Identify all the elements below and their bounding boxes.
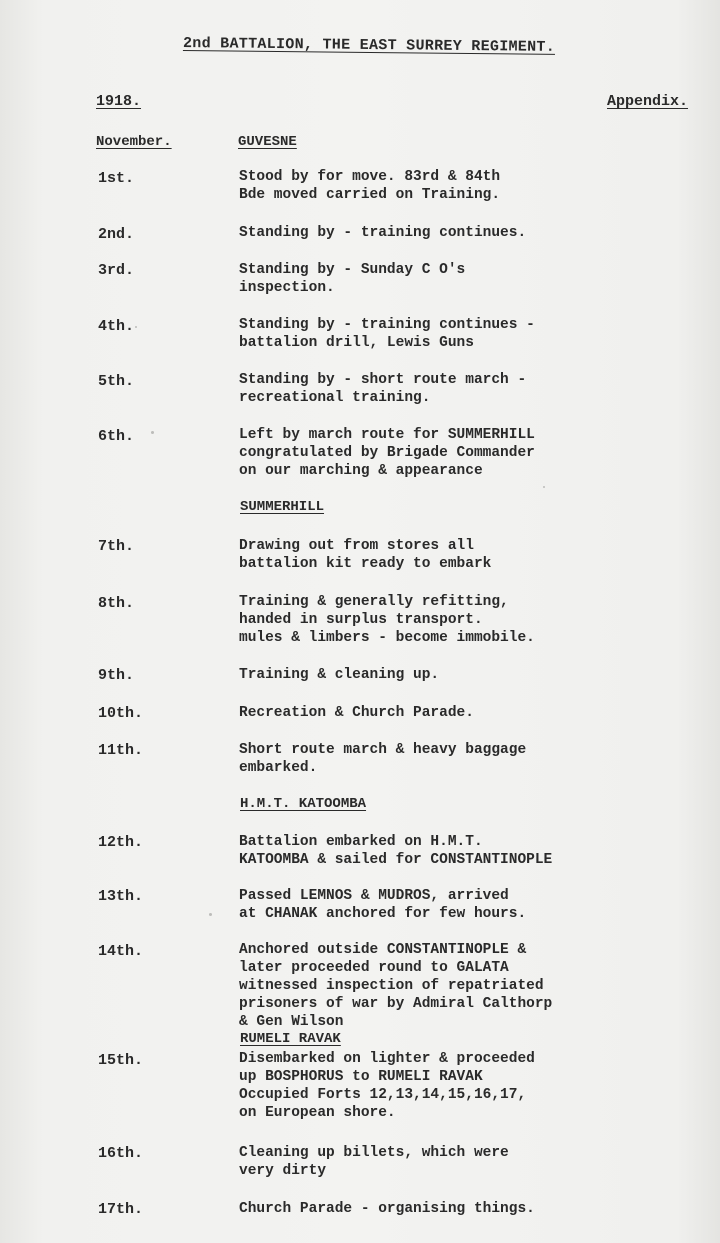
entry-text	[239, 1144, 659, 1180]
entry-line: very dirty	[239, 1163, 327, 1179]
entry-line: Recreation & Church Parade.	[239, 705, 474, 721]
entry-day: 5th.	[98, 373, 135, 390]
entry-line: at CHANAK anchored for few hours.	[239, 906, 527, 922]
entry-text	[239, 537, 659, 573]
entry-line: battalion kit ready to embark	[239, 556, 492, 572]
entry-line: congratulated by Brigade Commander	[239, 445, 535, 461]
paper-speck	[135, 326, 137, 328]
entry-text	[239, 741, 659, 777]
entry-day: 11th.	[98, 742, 144, 759]
entry-line: Cleaning up billets, which were	[239, 1145, 509, 1161]
location-rumeli-ravak: RUMELI RAVAK	[240, 1031, 341, 1047]
entry-line: Standing by - Sunday C O's	[239, 262, 466, 278]
entry-text	[239, 1200, 659, 1218]
entry-line: recreational training.	[239, 390, 431, 406]
entry-text	[239, 887, 659, 923]
entry-day: 4th.	[98, 318, 135, 335]
entry-day: 15th.	[98, 1052, 144, 1069]
entry-line: handed in surplus transport.	[239, 612, 483, 628]
entry-line: Standing by - training continues -	[239, 317, 535, 333]
appendix-label: Appendix.	[607, 93, 689, 110]
entry-day: 7th.	[98, 538, 135, 555]
entry-day: 16th.	[98, 1145, 144, 1162]
entry-line: inspection.	[239, 280, 335, 296]
entry-line: embarked.	[239, 760, 318, 776]
entry-text	[239, 426, 659, 480]
entry-line: on European shore.	[239, 1105, 396, 1121]
entry-line: up BOSPHORUS to RUMELI RAVAK	[239, 1069, 483, 1085]
paper-speck	[543, 486, 545, 488]
entry-text	[239, 593, 659, 647]
entry-line: Bde moved carried on Training.	[239, 187, 501, 203]
entry-line: Training & cleaning up.	[239, 667, 440, 683]
entry-line: Training & generally refitting,	[239, 594, 509, 610]
entry-text	[239, 704, 659, 722]
paper-speck	[151, 431, 154, 434]
entry-text	[239, 666, 659, 684]
entry-day: 6th.	[98, 428, 135, 445]
location-summerhill: SUMMERHILL	[240, 499, 325, 515]
entry-text	[239, 941, 659, 1031]
entry-day: 2nd.	[98, 226, 135, 243]
entry-text	[239, 316, 659, 352]
entry-day: 13th.	[98, 888, 144, 905]
entry-line: on our marching & appearance	[239, 463, 483, 479]
entry-line: mules & limbers - become immobile.	[239, 630, 535, 646]
document-heading: 2nd BATTALION, THE EAST SURREY REGIMENT.	[182, 35, 556, 56]
entry-line: Left by march route for SUMMERHILL	[239, 427, 535, 443]
location-katoomba: H.M.T. KATOOMBA	[240, 796, 367, 812]
entry-day: 14th.	[98, 943, 144, 960]
entry-day: 8th.	[98, 595, 135, 612]
entry-line: Standing by - training continues.	[239, 225, 527, 241]
entry-line: & Gen Wilson	[239, 1014, 344, 1030]
entry-day: 12th.	[98, 834, 144, 851]
entry-line: KATOOMBA & sailed for CONSTANTINOPLE	[239, 852, 553, 868]
entry-text	[239, 224, 659, 242]
entry-line: Occupied Forts 12,13,14,15,16,17,	[239, 1087, 527, 1103]
entry-line: Short route march & heavy baggage	[239, 742, 527, 758]
entry-day: 10th.	[98, 705, 144, 722]
entry-day: 3rd.	[98, 262, 135, 279]
entry-text	[239, 833, 659, 869]
year-label: 1918.	[96, 93, 142, 110]
entry-line: witnessed inspection of repatriated	[239, 978, 544, 994]
entry-line: Church Parade - organising things.	[239, 1201, 535, 1217]
entry-text	[239, 261, 659, 297]
entry-line: prisoners of war by Admiral Calthorp	[239, 996, 553, 1012]
entry-line: Disembarked on lighter & proceeded	[239, 1051, 535, 1067]
entry-line: later proceeded round to GALATA	[239, 960, 509, 976]
entry-line: Passed LEMNOS & MUDROS, arrived	[239, 888, 509, 904]
entry-line: Anchored outside CONSTANTINOPLE &	[239, 942, 527, 958]
entry-day: 17th.	[98, 1201, 144, 1218]
location-guvesne: GUVESNE	[238, 134, 297, 150]
entry-line: Drawing out from stores all	[239, 538, 474, 554]
entry-line: battalion drill, Lewis Guns	[239, 335, 474, 351]
entry-day: 9th.	[98, 667, 135, 684]
entry-day: 1st.	[98, 170, 135, 187]
paper-speck	[209, 913, 212, 916]
entry-text	[239, 168, 659, 204]
entry-line: Battalion embarked on H.M.T.	[239, 834, 483, 850]
month-label: November.	[96, 134, 172, 150]
entry-line: Stood by for move. 83rd & 84th	[239, 169, 501, 185]
entry-text	[239, 1050, 659, 1122]
entry-line: Standing by - short route march -	[239, 372, 527, 388]
entry-text	[239, 371, 659, 407]
